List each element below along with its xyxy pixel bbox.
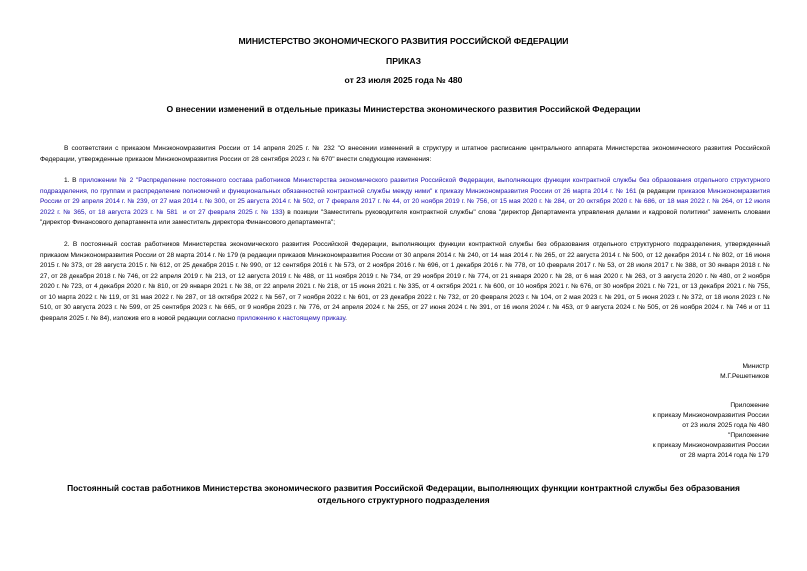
- composition-title-line-1: Постоянный состав работников Министерства экономического развития Российской Федерации, выполняющих функции контрактной службы без образования: [67, 483, 740, 493]
- doc-type-heading: ПРИКАЗ: [386, 56, 421, 66]
- appendix-line-5: к приказу Минэкономразвития России: [652, 442, 769, 449]
- item-1-link-appendix[interactable]: приложении № 2 "Распределение постоянного состава работников Министерства экономического развития Российской Федерации, выполняющих функции контрактной службы без образования отдельного структурного подразделения, по группам и распределение полномочий и функциональных обязанностей контрактной службы между ними" к приказу Минэкономразвития России от 26 марта 2014 г. № 161: [40, 177, 771, 195]
- composition-title-line-2: отдельного структурного подразделения: [317, 494, 490, 505]
- date-number-heading: от 23 июля 2025 года № 480: [344, 75, 463, 85]
- appendix-line-2: к приказу Минэкономразвития России: [652, 412, 769, 419]
- item-2-link-appendix[interactable]: приложению к настоящему приказу: [237, 314, 346, 322]
- intro-text: В соответствии с приказом Минэкономразвития России от 14 апреля 2025 г. № 232 "О внесении изменений в структуру и штатное расписание центрального аппарата Министерства экономического развития Российской Федерации, утвержденные приказом Минэкономразвития России от 28 сентября 2023 г. № 670" внести следующие изменения:: [40, 145, 770, 163]
- item-1-link-orders[interactable]: приказов Минэкономразвития России от 29 апреля 2014 г. № 239, от 27 мая 2014 г. № 300, от 25 августа 2014 г. № 502, от 7 февраля 2017 г. № 44, от 20 ноября 2019 г. № 756, от 15 мая 2020 г. № 284, от 20 октября 2020 г. № 686, от 18 мая 2022 г. № 264, от 12 июля 2022 г. № 365, от 18 августа 2023 г. № 581: [40, 187, 770, 216]
- document-title: О внесении изменений в отдельные приказы Министерства экономического развития Российской Федерации: [166, 104, 641, 114]
- appendix-line-3: от 23 июля 2025 года № 480: [682, 422, 769, 429]
- item-1-prefix: 1. В: [64, 177, 80, 184]
- signature-position: Министр: [742, 363, 769, 370]
- item-1-rest: ) в позиции "Заместитель руководителя контрактной службы" слова "директор Департамента управления делами и кадровой политики" заменить словами "директор Финансового департамента или заместитель директора Финансового департамента";: [40, 208, 770, 226]
- item-2-paragraph: [40, 240, 770, 324]
- appendix-line-4: "Приложение: [727, 432, 769, 439]
- composition-title: [0, 483, 807, 506]
- appendix-line-1: Приложение: [730, 402, 769, 409]
- appendix-line-6: от 28 марта 2014 года № 179: [679, 452, 769, 459]
- item-1-part2: (в редакции: [636, 187, 678, 195]
- signature-block: [720, 362, 769, 382]
- appendix-block: [653, 401, 769, 461]
- item-2-text: 2. В постоянный состав работников Министерства экономического развития Российской Федерации, выполняющих функции контрактной службы без образования отдельного структурного подразделения, утвержденный приказом Минэкономразвития России от 28 марта 2014 г. № 179 (в редакции приказов Минэкономразвития России от 30 апреля 2014 г. № 240, от 14 мая 2014 г. № 265, от 22 августа 2014 г. № 500, от 12 декабря 2014 г. № 802, от 16 июня 2015 г. № 373, от 28 августа 2015 г. № 612, от 25 декабря 2015 г. № 990, от 12 сентября 2016 г. № 573, от 2 ноября 2016 г. № 696, от 1 декабря 2016 г. № 778, от 10 февраля 2017 г. № 53, от 28 июля 2017 г. № 388, от 30 января 2018 г. № 27, от 28 декабря 2018 г. № 746, от 22 апреля 2019 г. № 213, от 12 августа 2019 г. № 488, от 11 ноября 2019 г. № 734, от 29 ноября 2019 г. № 774, от 21 января 2020 г. № 28, от 6 мая 2020 г. № 263, от 3 августа 2020 г. № 480, от 2 ноября 2020 г. № 723, от 4 декабря 2020 г. № 810, от 29 января 2021 г. № 38, от 22 апреля 2021 г. № 218, от 15 июня 2021 г. № 335, от 4 октября 2021 г. № 600, от 10 ноября 2021 г. № 676, от 30 ноября 2021 г. № 721, от 13 декабря 2021 г. № 755, от 10 марта 2022 г. № 119, от 31 мая 2022 г. № 287, от 18 октября 2022 г. № 567, от 7 ноября 2022 г. № 601, от 23 декабря 2022 г. № 732, от 20 февраля 2023 г. № 104, от 2 мая 2023 г. № 291, от 5 июня 2023 г. № 372, от 18 июля 2023 г. № 510, от 30 августа 2023 г. № 599, от 25 сентября 2023 г. № 665, от 9 ноября 2023 г. № 776, от 24 апреля 2024 г. № 255, от 27 июня 2024 г. № 391, от 16 июля 2024 г. № 453, от 9 августа 2024 г. № 505, от 26 ноября 2024 г. № 746 и от 11 февраля 2025 г. № 84), изложив его в новой редакции согласно: [40, 241, 770, 322]
- ministry-heading: МИНИСТЕРСТВО ЭКОНОМИЧЕСКОГО РАЗВИТИЯ РОССИЙСКОЙ ФЕДЕРАЦИИ: [238, 36, 569, 46]
- signature-name: М.Г.Решетников: [720, 373, 769, 380]
- intro-paragraph: [40, 144, 770, 165]
- item-1-paragraph: [40, 176, 770, 229]
- item-2-end: .: [345, 314, 347, 322]
- item-1-link-last-order[interactable]: и от 27 февраля 2025 г. № 133: [182, 208, 283, 216]
